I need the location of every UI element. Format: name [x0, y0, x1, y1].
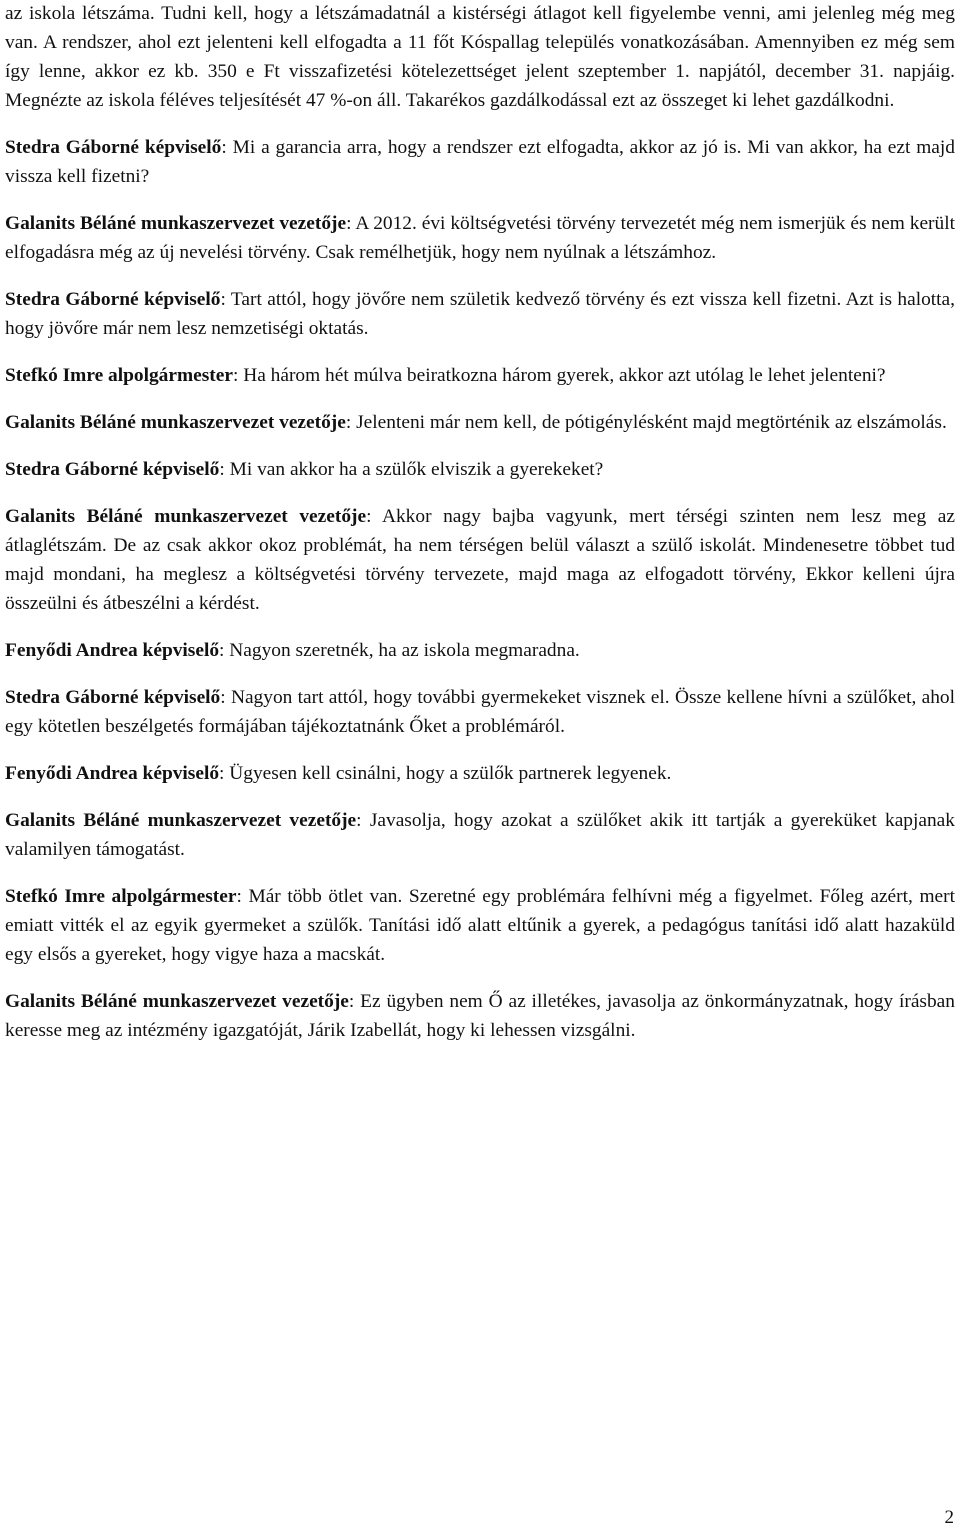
- paragraph-fenyodi-2: [5, 759, 955, 788]
- paragraph-stefko-1: [5, 361, 955, 390]
- speaker-name: Stedra Gáborné képviselő: [5, 687, 221, 708]
- speaker-name: Galanits Béláné munkaszervezet vezetője: [5, 213, 347, 234]
- paragraph-stedra-2: [5, 285, 955, 343]
- paragraph-text: : Jelenteni már nem kell, de pótigénylésként majd megtörténik az elszámolás.: [345, 412, 947, 433]
- speaker-name: Galanits Béláné munkaszervezet vezetője: [5, 991, 349, 1012]
- paragraph-text: : Akkor nagy bajba vagyunk, mert térségi szinten nem lesz meg az átlaglétszám. De az csak akkor okoz problémát, ha nem térségen belül választ a szülő iskolát. Mindenesetre többet tud majd mondani, ha meglesz a költségvetési törvény tervezete, majd maga az elfogadott törvény, Ekkor kelleni újra összeülni és átbeszélni a kérdést.: [5, 506, 955, 614]
- document-page: [5, 0, 955, 1063]
- speaker-name: Stedra Gáborné képviselő: [5, 459, 220, 480]
- page-number: 2: [944, 1507, 954, 1528]
- paragraph-text: : Ez ügyben nem Ő az illetékes, javasolja az önkormányzatnak, hogy írásban keresse meg az intézmény igazgatóját, Járik Izabellát, hogy ki lehessen vizsgálni.: [5, 991, 955, 1041]
- paragraph-text: : Mi a garancia arra, hogy a rendszer ezt elfogadta, akkor az jó is. Mi van akkor, ha ezt majd vissza kell fizetni?: [5, 137, 955, 187]
- paragraph-fenyodi-1: [5, 636, 955, 665]
- intro-paragraph: az iskola létszáma. Tudni kell, hogy a létszámadatnál a kistérségi átlagot kell figyelembe venni, ami jelenleg még meg van. A rendszer, ahol ezt jelenteni kell elfogadta a 11 főt Kóspallag település vonatkozásában. Amennyiben ez még sem így lenne, akkor ez kb. 350 e Ft visszafizetési kötelezettséget jelent szeptember 1. napjától, december 31. napjáig. Megnézte az iskola féléves teljesítését 47 %-on áll. Takarékos gazdálkodással ezt az összeget ki lehet gazdálkodni.: [5, 3, 955, 111]
- paragraph-text: : Már több ötlet van. Szeretné egy problémára felhívni még a figyelmet. Főleg azért, mert emiatt vitték el az egyik gyermeket a szülők. Tanítási idő alatt eltűnik a gyerek, a pedagógus tanítási idő alatt hazaküld egy elsős a gyereket, hogy vigye haza a macskát.: [5, 886, 955, 965]
- speaker-name: Galanits Béláné munkaszervezet vezetője: [5, 506, 367, 527]
- paragraph-stedra-1: [5, 133, 955, 191]
- paragraph-text: : Nagyon szeretnék, ha az iskola megmaradna.: [219, 640, 580, 661]
- paragraph-stedra-4: [5, 683, 955, 741]
- paragraph-text: : Ha három hét múlva beiratkozna három gyerek, akkor azt utólag le lehet jelenteni?: [232, 365, 886, 386]
- paragraph-text: : Javasolja, hogy azokat a szülőket akik itt tartják a gyereküket kapjanak valamilyen támogatást.: [5, 810, 955, 860]
- speaker-name: Galanits Béláné munkaszervezet vezetője: [5, 412, 346, 433]
- speaker-name: Fenyődi Andrea képviselő: [5, 640, 220, 661]
- paragraph-text: : Tart attól, hogy jövőre nem születik kedvező törvény és ezt vissza kell fizetni. Azt is halotta, hogy jövőre már nem lesz nemzetiségi oktatás.: [5, 289, 955, 339]
- paragraph-text: : A 2012. évi költségvetési törvény tervezetét még nem ismerjük és nem került elfogadásra még az új nevelési törvény. Csak remélhetjük, hogy nem nyúlnak a létszámhoz.: [5, 213, 955, 263]
- paragraph-galanits-5: [5, 987, 955, 1045]
- paragraph-galanits-4: [5, 806, 955, 864]
- paragraph-text: : Mi van akkor ha a szülők elviszik a gyerekeket?: [219, 459, 604, 480]
- paragraph-galanits-3: [5, 502, 955, 618]
- paragraph-text: : Ügyesen kell csinálni, hogy a szülők partnerek legyenek.: [219, 763, 672, 784]
- speaker-name: Stedra Gáborné képviselő: [5, 137, 222, 158]
- paragraph-text: : Nagyon tart attól, hogy további gyermekeket visznek el. Össze kellene hívni a szülőket, ahol egy kötetlen beszélgetés formájában tájékoztatnánk Őket a problémáról.: [5, 687, 955, 737]
- speaker-name: Stefkó Imre alpolgármester: [5, 365, 233, 386]
- paragraph-galanits-1: [5, 209, 955, 267]
- paragraph-stefko-2: [5, 882, 955, 969]
- speaker-name: Stedra Gáborné képviselő: [5, 289, 221, 310]
- speaker-name: Fenyődi Andrea képviselő: [5, 763, 220, 784]
- paragraph-galanits-2: [5, 408, 955, 437]
- paragraph-stedra-3: [5, 455, 955, 484]
- speaker-name: Galanits Béláné munkaszervezet vezetője: [5, 810, 357, 831]
- speaker-name: Stefkó Imre alpolgármester: [5, 886, 237, 907]
